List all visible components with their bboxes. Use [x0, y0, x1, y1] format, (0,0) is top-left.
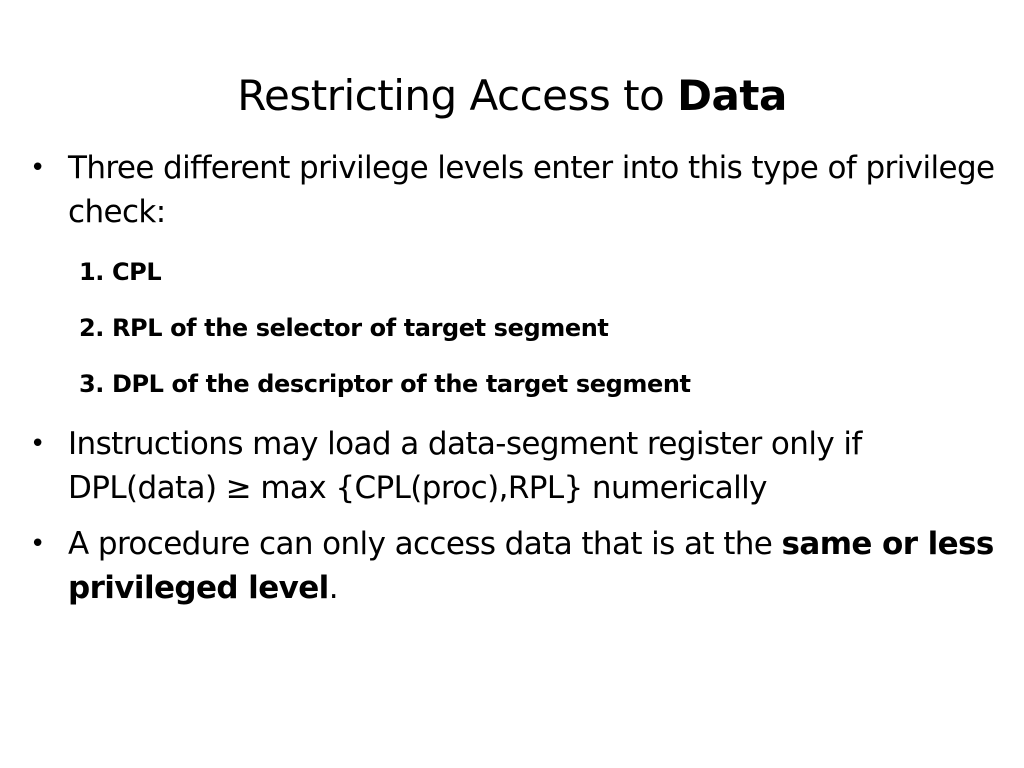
bullet-dot-icon: •: [30, 153, 45, 183]
bullet-item-2: [30, 422, 1010, 510]
slide-body: [30, 146, 1010, 610]
bullet-dot-icon: •: [30, 429, 45, 459]
list-item-dpl: 3. DPL of the descriptor of the target segment: [79, 370, 691, 398]
slide-title-text: Restricting Access to: [237, 71, 678, 120]
privilege-levels-list: [79, 244, 1010, 412]
bullet-text: Three different privilege levels enter into this type of privilege check:: [68, 150, 995, 230]
bullet-suffix: .: [328, 570, 338, 606]
list-item-cpl: 1. CPL: [79, 258, 162, 286]
spacer: [30, 510, 1010, 522]
list-item-rpl: 2. RPL of the selector of target segment: [79, 314, 609, 342]
bullet-item-3: [30, 522, 1010, 610]
bullet-item-1: [30, 146, 1010, 234]
slide-title: [0, 68, 1024, 124]
bullet-text: A procedure can only access data that is at the: [68, 526, 782, 562]
slide-title-bold: Data: [677, 71, 787, 120]
bullet-dot-icon: •: [30, 529, 45, 559]
bullet-text: Instructions may load a data-segment register only if DPL(data) ≥ max {CPL(proc),RPL} numerically: [68, 426, 862, 506]
bullet-bold-text: same or less privileged level: [68, 526, 994, 606]
